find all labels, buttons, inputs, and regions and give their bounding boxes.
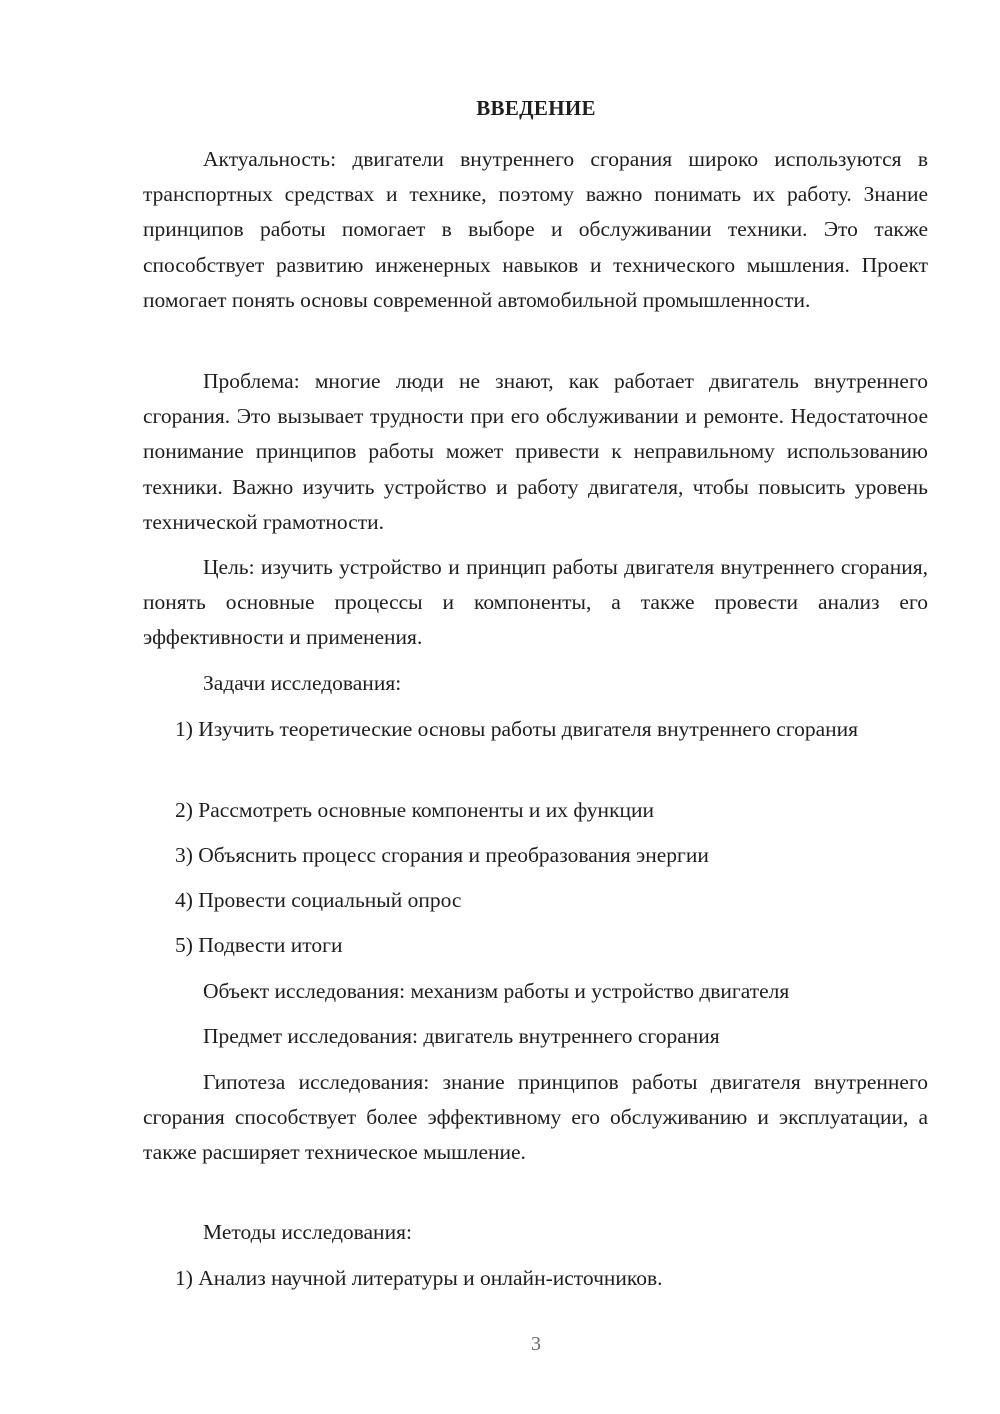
hypothesis-paragraph: Гипотеза исследования: знание принципов работы двигателя внутреннего сгорания способствует более эффективному его обслуживанию и эксплуатации, а также расширяет техническое мышление.: [143, 1070, 928, 1165]
methods-heading: Методы исследования:: [203, 1220, 412, 1244]
subject-line: Предмет исследования: двигатель внутреннего сгорания: [203, 1024, 720, 1048]
task-item: 1) Изучить теоретические основы работы двигателя внутреннего сгорания: [175, 717, 859, 741]
task-item: 4) Провести социальный опрос: [175, 888, 462, 912]
task-item: 2) Рассмотреть основные компоненты и их функции: [175, 798, 655, 822]
method-item: 1) Анализ научной литературы и онлайн-источников.: [175, 1266, 663, 1290]
relevance-paragraph: Актуальность: двигатели внутреннего сгорания широко используются в транспортных средствах и технике, поэтому важно понимать их работу. Знание принципов работы помогает в выборе и обслуживании техники. Это также способствует развитию инженерных навыков и технического мышления. Проект помогает понять основы современной автомобильной промышленности.: [143, 147, 928, 312]
page-number: 3: [531, 1333, 541, 1355]
problem-paragraph: Проблема: многие люди не знают, как работает двигатель внутреннего сгорания. Это вызывает трудности при его обслуживании и ремонте. Недостаточное понимание принципов работы может привести к неправильному использованию техники. Важно изучить устройство и работу двигателя, чтобы повысить уровень технической грамотности.: [143, 369, 928, 534]
object-line: Объект исследования: механизм работы и устройство двигателя: [203, 979, 790, 1003]
goal-paragraph: Цель: изучить устройство и принцип работы двигателя внутреннего сгорания, понять основные процессы и компоненты, а также провести анализ его эффективности и применения.: [143, 555, 928, 650]
task-item: 3) Объяснить процесс сгорания и преобразования энергии: [175, 843, 709, 867]
page-title: ВВЕДЕНИЕ: [476, 96, 596, 120]
task-item: 5) Подвести итоги: [175, 933, 343, 957]
tasks-heading: Задачи исследования:: [203, 671, 402, 695]
